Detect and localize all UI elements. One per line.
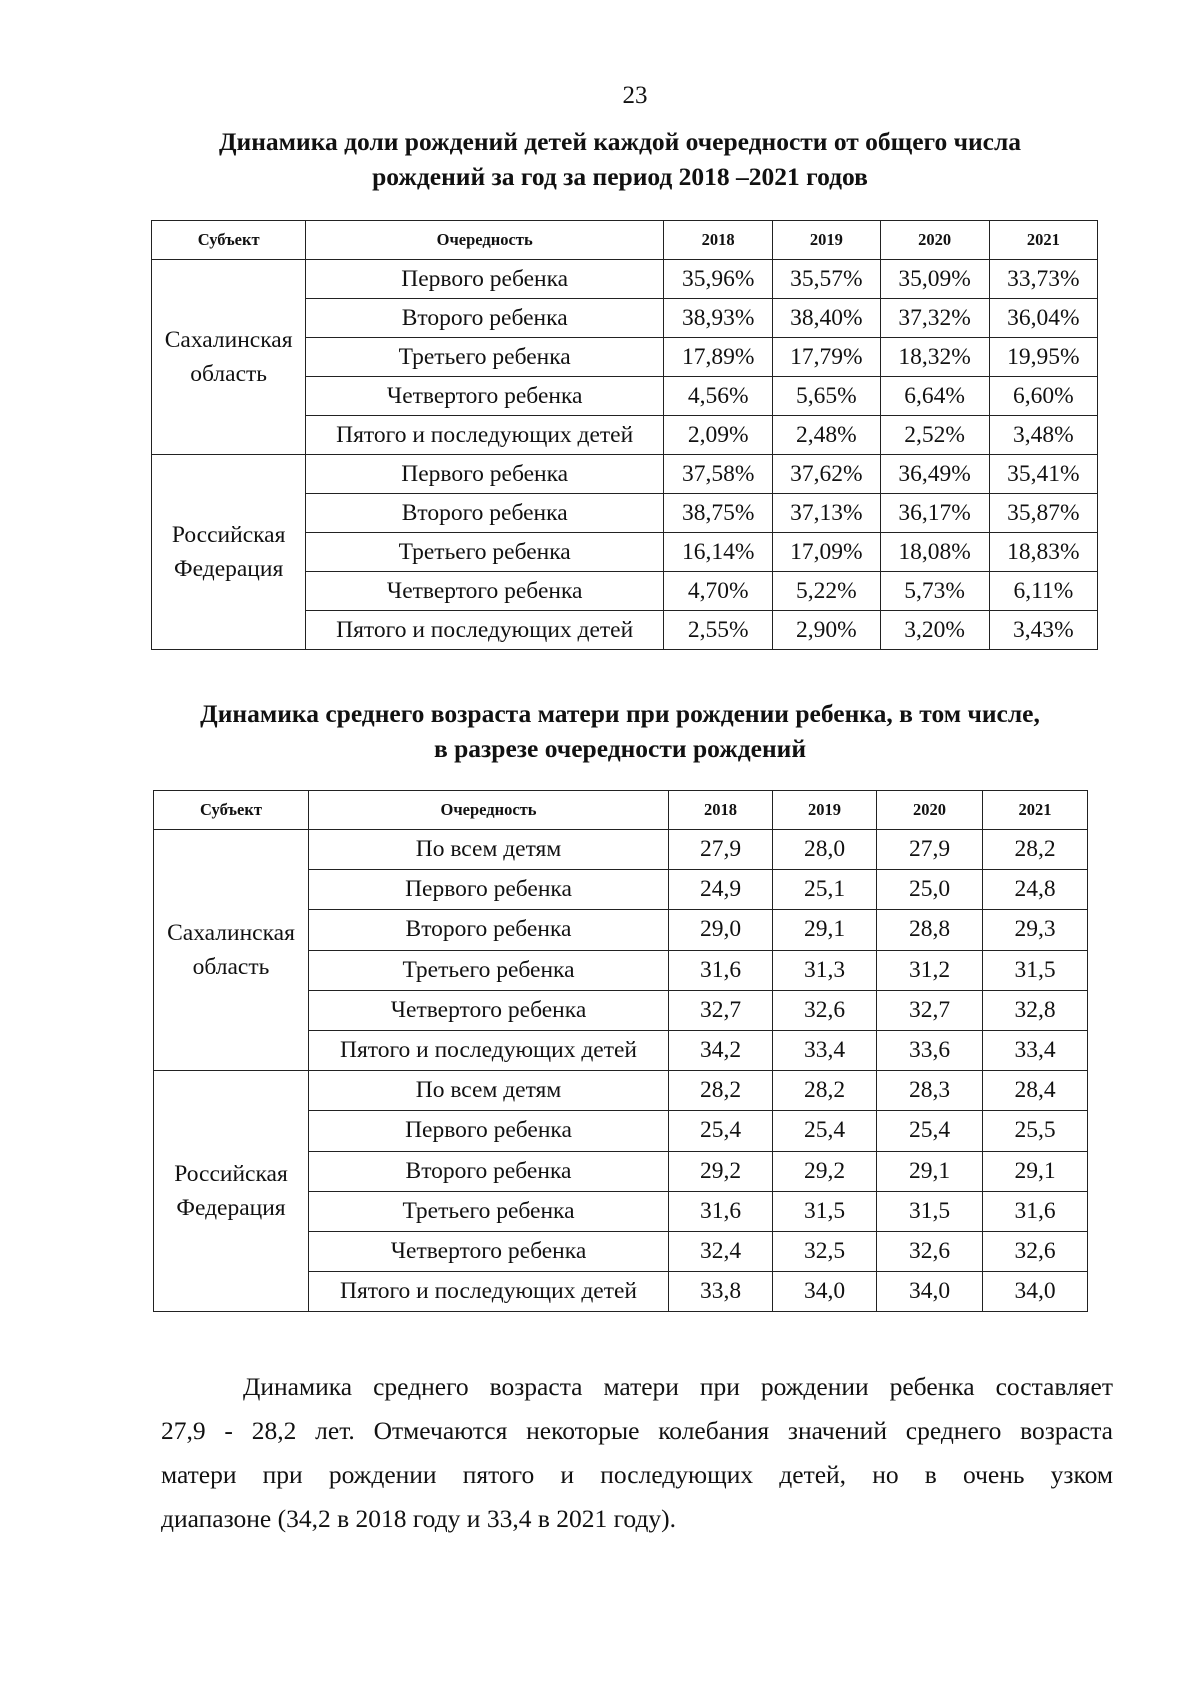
subject-name: Российская: [174, 1161, 288, 1188]
header-year: 2019: [773, 791, 877, 830]
table-body: [154, 830, 1088, 1312]
value-cell: 17,89%: [664, 338, 773, 377]
paragraph-line: матери при рождении пятого и последующих детей, но в очень узком: [161, 1460, 1113, 1489]
value-cell: 32,6: [877, 1231, 983, 1271]
subject-name: Российская: [171, 522, 286, 548]
order-label-cell: По всем детям: [309, 1071, 669, 1111]
value-cell: 6,11%: [989, 572, 1097, 611]
order-label-cell: Первого ребенка: [306, 260, 664, 299]
value-cell: 37,32%: [880, 299, 989, 338]
value-cell: 32,6: [983, 1231, 1088, 1271]
subject-name: область: [190, 361, 267, 387]
value-cell: 4,56%: [664, 377, 773, 416]
value-cell: 34,0: [773, 1272, 877, 1312]
header-order: Очередность: [309, 791, 669, 830]
value-cell: 24,9: [669, 870, 773, 910]
value-cell: 36,04%: [989, 299, 1097, 338]
subject-name: Федерация: [174, 556, 284, 582]
header-year: 2020: [877, 791, 983, 830]
value-cell: 33,73%: [989, 260, 1097, 299]
page-number: 23: [622, 82, 648, 109]
subject-name: Сахалинская: [164, 327, 293, 353]
subject-cell: [152, 455, 306, 650]
value-cell: 28,8: [877, 910, 983, 950]
order-label-cell: Второго ребенка: [309, 910, 669, 950]
value-cell: 4,70%: [664, 572, 773, 611]
value-cell: 29,0: [669, 910, 773, 950]
summary-paragraph: [161, 1365, 1113, 1541]
value-cell: 35,87%: [989, 494, 1097, 533]
subject-cell: [152, 260, 306, 455]
value-cell: 25,0: [877, 870, 983, 910]
subject-cell: [154, 830, 309, 1071]
table-row: [152, 455, 1098, 494]
value-cell: 35,41%: [989, 455, 1097, 494]
paragraph-line: 27,9 - 28,2 лет. Отмечаются некоторые колебания значений среднего возраста: [161, 1416, 1113, 1445]
value-cell: 29,1: [983, 1151, 1088, 1191]
value-cell: 28,0: [773, 830, 877, 870]
value-cell: 24,8: [983, 870, 1088, 910]
value-cell: 32,6: [773, 990, 877, 1030]
value-cell: 31,5: [983, 950, 1088, 990]
order-label-cell: Третьего ребенка: [309, 1191, 669, 1231]
table-2-title-line: Динамика среднего возраста матери при рождении ребенка, в том числе,: [200, 699, 1040, 728]
table-header-row: [154, 791, 1088, 830]
value-cell: 18,32%: [880, 338, 989, 377]
value-cell: 29,3: [983, 910, 1088, 950]
value-cell: 35,96%: [664, 260, 773, 299]
table-row: [154, 830, 1088, 870]
table-row: [154, 1071, 1088, 1111]
value-cell: 2,52%: [880, 416, 989, 455]
order-label-cell: Четвертого ребенка: [306, 572, 664, 611]
order-label-cell: Третьего ребенка: [306, 338, 664, 377]
value-cell: 31,5: [877, 1191, 983, 1231]
order-label-cell: Пятого и последующих детей: [306, 611, 664, 650]
value-cell: 25,4: [773, 1111, 877, 1151]
value-cell: 2,09%: [664, 416, 773, 455]
header-year: 2019: [773, 221, 880, 260]
subject-name: область: [192, 954, 270, 981]
order-label-cell: Четвертого ребенка: [309, 1231, 669, 1271]
value-cell: 28,2: [773, 1071, 877, 1111]
table-header-row: [152, 221, 1098, 260]
value-cell: 36,17%: [880, 494, 989, 533]
order-label-cell: По всем детям: [309, 830, 669, 870]
value-cell: 28,3: [877, 1071, 983, 1111]
value-cell: 3,43%: [989, 611, 1097, 650]
value-cell: 2,48%: [773, 416, 880, 455]
order-label-cell: Четвертого ребенка: [306, 377, 664, 416]
value-cell: 28,4: [983, 1071, 1088, 1111]
birth-share-table: [151, 220, 1098, 650]
value-cell: 31,6: [983, 1191, 1088, 1231]
table-1-title-line: рождений за год за период 2018 –2021 годов: [372, 162, 868, 191]
value-cell: 29,1: [877, 1151, 983, 1191]
value-cell: 32,7: [877, 990, 983, 1030]
mother-age-table: [153, 790, 1088, 1312]
header-year: 2018: [664, 221, 773, 260]
table-2-title-line: в разрезе очередности рождений: [433, 734, 807, 763]
value-cell: 18,83%: [989, 533, 1097, 572]
value-cell: 33,4: [983, 1030, 1088, 1070]
order-label-cell: Пятого и последующих детей: [306, 416, 664, 455]
paragraph-line: диапазоне (34,2 в 2018 году и 33,4 в 2021 году).: [161, 1504, 677, 1533]
value-cell: 25,4: [877, 1111, 983, 1151]
table-body: [152, 260, 1098, 650]
value-cell: 29,2: [773, 1151, 877, 1191]
value-cell: 31,6: [669, 1191, 773, 1231]
value-cell: 5,65%: [773, 377, 880, 416]
value-cell: 17,09%: [773, 533, 880, 572]
value-cell: 34,2: [669, 1030, 773, 1070]
paragraph-line: Динамика среднего возраста матери при рождении ребенка составляет: [243, 1372, 1113, 1401]
value-cell: 31,6: [669, 950, 773, 990]
value-cell: 6,64%: [880, 377, 989, 416]
header-subject: Субъект: [152, 221, 306, 260]
value-cell: 29,2: [669, 1151, 773, 1191]
order-label-cell: Пятого и последующих детей: [309, 1272, 669, 1312]
value-cell: 25,5: [983, 1111, 1088, 1151]
subject-name: Сахалинская: [167, 920, 295, 947]
header-year: 2021: [983, 791, 1088, 830]
value-cell: 17,79%: [773, 338, 880, 377]
order-label-cell: Первого ребенка: [309, 1111, 669, 1151]
value-cell: 25,4: [669, 1111, 773, 1151]
header-year: 2020: [880, 221, 989, 260]
value-cell: 19,95%: [989, 338, 1097, 377]
value-cell: 27,9: [877, 830, 983, 870]
value-cell: 3,48%: [989, 416, 1097, 455]
value-cell: 18,08%: [880, 533, 989, 572]
value-cell: 5,22%: [773, 572, 880, 611]
table-1-title: [140, 124, 1100, 194]
value-cell: 38,93%: [664, 299, 773, 338]
value-cell: 37,58%: [664, 455, 773, 494]
value-cell: 38,75%: [664, 494, 773, 533]
value-cell: 2,55%: [664, 611, 773, 650]
order-label-cell: Второго ребенка: [309, 1151, 669, 1191]
header-year: 2018: [669, 791, 773, 830]
header-year: 2021: [989, 221, 1097, 260]
table-2-title: [140, 696, 1100, 766]
value-cell: 34,0: [877, 1272, 983, 1312]
value-cell: 34,0: [983, 1272, 1088, 1312]
value-cell: 2,90%: [773, 611, 880, 650]
order-label-cell: Четвертого ребенка: [309, 990, 669, 1030]
value-cell: 33,6: [877, 1030, 983, 1070]
value-cell: 33,4: [773, 1030, 877, 1070]
order-label-cell: Второго ребенка: [306, 299, 664, 338]
value-cell: 31,2: [877, 950, 983, 990]
value-cell: 25,1: [773, 870, 877, 910]
table-row: [152, 260, 1098, 299]
order-label-cell: Первого ребенка: [306, 455, 664, 494]
value-cell: 31,5: [773, 1191, 877, 1231]
order-label-cell: Третьего ребенка: [309, 950, 669, 990]
value-cell: 33,8: [669, 1272, 773, 1312]
value-cell: 28,2: [983, 830, 1088, 870]
value-cell: 3,20%: [880, 611, 989, 650]
order-label-cell: Первого ребенка: [309, 870, 669, 910]
value-cell: 31,3: [773, 950, 877, 990]
value-cell: 35,57%: [773, 260, 880, 299]
value-cell: 38,40%: [773, 299, 880, 338]
header-order: Очередность: [306, 221, 664, 260]
subject-cell: [154, 1071, 309, 1312]
value-cell: 32,5: [773, 1231, 877, 1271]
value-cell: 27,9: [669, 830, 773, 870]
value-cell: 29,1: [773, 910, 877, 950]
table-1-title-line: Динамика доли рождений детей каждой очередности от общего числа: [218, 127, 1022, 156]
value-cell: 32,8: [983, 990, 1088, 1030]
subject-name: Федерация: [176, 1195, 286, 1222]
value-cell: 6,60%: [989, 377, 1097, 416]
value-cell: 36,49%: [880, 455, 989, 494]
value-cell: 32,7: [669, 990, 773, 1030]
value-cell: 5,73%: [880, 572, 989, 611]
value-cell: 28,2: [669, 1071, 773, 1111]
value-cell: 37,62%: [773, 455, 880, 494]
value-cell: 35,09%: [880, 260, 989, 299]
order-label-cell: Второго ребенка: [306, 494, 664, 533]
header-subject: Субъект: [154, 791, 309, 830]
order-label-cell: Третьего ребенка: [306, 533, 664, 572]
value-cell: 16,14%: [664, 533, 773, 572]
value-cell: 37,13%: [773, 494, 880, 533]
order-label-cell: Пятого и последующих детей: [309, 1030, 669, 1070]
value-cell: 32,4: [669, 1231, 773, 1271]
